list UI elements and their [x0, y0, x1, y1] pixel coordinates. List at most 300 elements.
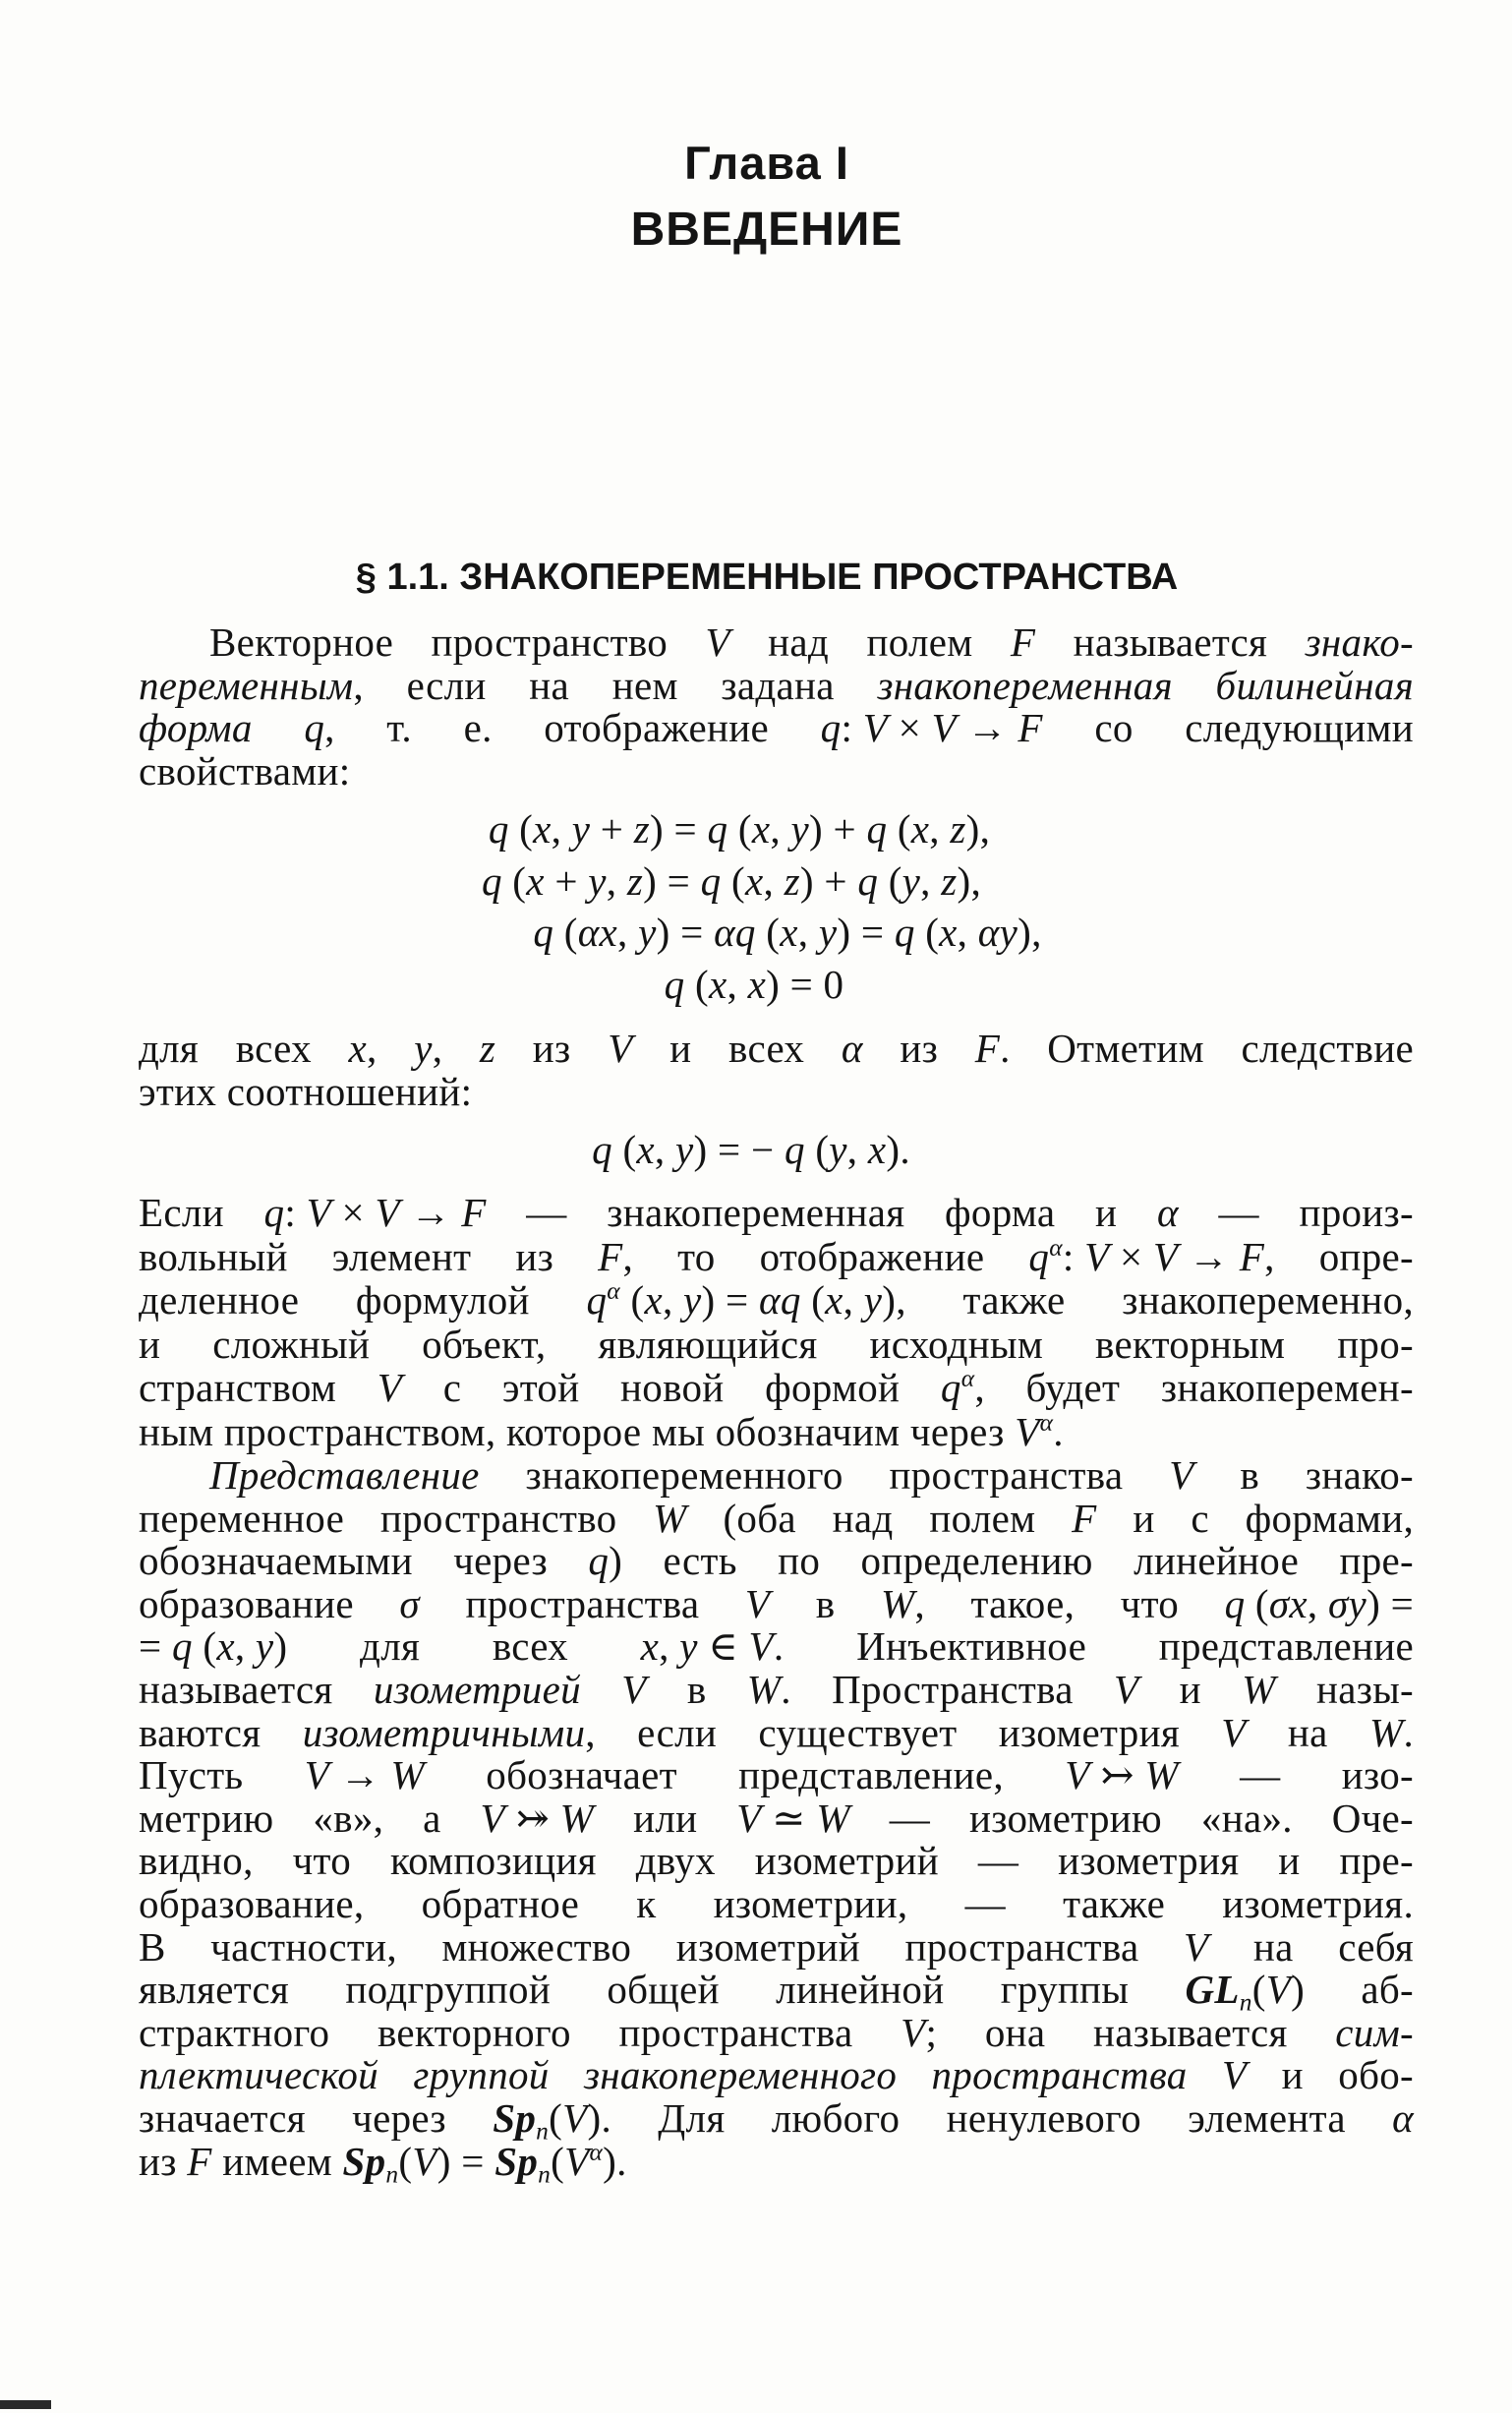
text-segment: ) =	[837, 910, 895, 956]
text-segment: ,	[957, 910, 978, 956]
italic-text: V	[901, 2009, 926, 2055]
italic-text: q	[481, 857, 502, 904]
italic-text: W	[1242, 1666, 1276, 1712]
italic-text: V	[1084, 1233, 1110, 1279]
math-group	[1065, 1754, 1179, 1797]
math-group	[1224, 1580, 1414, 1626]
text-segment: ,	[659, 1623, 680, 1670]
text-segment: называется	[1035, 619, 1306, 665]
italic-text: V	[412, 2138, 437, 2184]
text-segment: ,	[617, 910, 639, 956]
text-segment: ×	[1109, 1233, 1153, 1279]
text-segment: (	[508, 806, 534, 852]
text-segment: ваются	[139, 1709, 303, 1755]
text-segment: ,	[606, 857, 627, 904]
text-line	[139, 959, 1340, 1011]
text-segment: называется	[139, 1666, 374, 1712]
italic-text: Sp	[342, 2138, 386, 2184]
text-segment: из	[139, 2138, 188, 2184]
italic-text: x	[744, 857, 764, 904]
text-segment: , то отображение	[622, 1233, 1029, 1279]
text-segment: вольный элемент из	[139, 1233, 599, 1279]
text-segment: ) = 0	[766, 962, 844, 1008]
italic-text: F	[974, 1026, 1001, 1071]
italic-text: F	[1010, 619, 1036, 665]
text-line	[139, 803, 1340, 855]
text-segment: (	[804, 1127, 830, 1172]
text-segment: на	[1246, 1709, 1369, 1755]
italic-text: q	[533, 910, 554, 956]
text-segment: назы-	[1275, 1666, 1414, 1712]
italic-text: V	[862, 705, 889, 751]
superscript: α	[607, 1276, 620, 1305]
text-segment: +	[590, 806, 634, 852]
italic-text: сим-	[1335, 2009, 1414, 2055]
text-segment: +	[544, 857, 589, 904]
text-segment: пространства	[419, 1580, 745, 1626]
text-segment: ) =	[436, 2138, 495, 2184]
subscript: n	[536, 2117, 550, 2146]
italic-text: y	[683, 1277, 702, 1324]
text-line	[139, 1495, 1414, 1541]
text-segment: странством	[139, 1365, 378, 1411]
text-line	[139, 1070, 1414, 1113]
italic-text: αx	[577, 910, 618, 956]
text-segment: ) =	[701, 1277, 760, 1324]
italic-text: W	[880, 1580, 915, 1626]
text-segment: и сложный объект, являющийся исходным векторным про-	[139, 1321, 1414, 1367]
text-line	[139, 1235, 1414, 1279]
italic-text: V	[306, 1190, 331, 1235]
italic-text: V	[1221, 1709, 1247, 1755]
math-group	[586, 1278, 896, 1323]
text-line	[139, 2094, 1414, 2146]
text-line	[139, 747, 1414, 794]
italic-text: z	[626, 857, 644, 904]
italic-text: y	[829, 1127, 847, 1172]
text-segment: — изо-	[1178, 1752, 1414, 1798]
italic-text: z	[633, 806, 651, 852]
text-segment: )	[882, 1277, 897, 1324]
text-segment: обозначаемыми через	[139, 1538, 589, 1584]
text-segment: и всех	[632, 1026, 842, 1071]
text-segment: ,	[367, 1026, 415, 1071]
math-group	[641, 1625, 774, 1669]
italic-text: V	[304, 1752, 330, 1798]
italic-text: x	[825, 1277, 843, 1324]
italic-text: изометричными	[302, 1709, 586, 1755]
text-segment: этих соотношений:	[139, 1069, 473, 1114]
text-segment: обозначает представление,	[424, 1752, 1066, 1798]
text-segment: образование, обратное к изометрии, — также изометрия.	[139, 1880, 1414, 1926]
text-segment: ,	[432, 1026, 480, 1071]
italic-text: x	[751, 806, 771, 852]
italic-text: α	[1156, 1190, 1179, 1235]
text-segment: )	[587, 2094, 602, 2141]
text-segment: знакопеременного пространства	[479, 1452, 1170, 1498]
italic-text: знако-	[1305, 619, 1414, 665]
text-line	[139, 2054, 1414, 2097]
italic-text: q	[263, 1190, 285, 1235]
italic-text: V	[1015, 1408, 1040, 1454]
text-line	[139, 621, 1414, 665]
italic-text: αq	[759, 1277, 801, 1324]
text-segment: →	[1178, 1233, 1240, 1279]
text-segment: ,	[797, 910, 819, 956]
text-segment: на себя	[1208, 1923, 1415, 1970]
text-segment: ),	[965, 806, 991, 852]
text-segment: :	[284, 1190, 307, 1235]
italic-text: F	[1072, 1495, 1097, 1541]
text-line	[139, 2138, 1414, 2189]
text-line	[139, 1323, 1414, 1367]
superscript: α	[960, 1365, 975, 1393]
text-segment: свойствами:	[139, 747, 351, 794]
math-group	[821, 707, 1043, 750]
equations-form-properties	[139, 803, 1414, 1011]
text-segment: (	[755, 910, 781, 956]
italic-text: V	[1265, 1967, 1292, 2013]
italic-text: W	[1368, 1709, 1404, 1755]
paragraph-definition	[139, 621, 1414, 793]
italic-text: y	[675, 1127, 694, 1172]
italic-text: q	[784, 1127, 805, 1172]
text-segment: ) =	[650, 806, 708, 852]
text-segment: ) +	[808, 806, 867, 852]
text-segment: ,	[843, 1277, 864, 1324]
text-segment: (	[551, 2138, 565, 2184]
italic-text: W	[559, 1795, 595, 1841]
text-segment: ,	[763, 857, 785, 904]
chapter-label: Глава I	[684, 137, 849, 189]
text-segment: деленное формулой	[139, 1277, 587, 1324]
text-segment: ≃	[761, 1795, 817, 1841]
italic-text: переменным	[139, 662, 354, 708]
text-segment: — произ-	[1178, 1190, 1414, 1235]
italic-text: плектической группой знакопеременного пространства V	[139, 2052, 1248, 2098]
text-segment: (	[549, 2094, 563, 2141]
text-segment: , опре-	[1264, 1233, 1414, 1279]
italic-text: Sp	[493, 2094, 537, 2141]
text-segment: (	[553, 910, 578, 956]
text-segment: — знакопеременная форма и	[486, 1190, 1157, 1235]
italic-text: W	[1144, 1752, 1179, 1798]
italic-text: σ	[399, 1580, 420, 1626]
text-segment: (	[800, 1277, 826, 1324]
italic-text: форма q	[139, 705, 325, 751]
math-group	[342, 2138, 627, 2189]
text-line	[139, 1580, 1414, 1626]
italic-text: y	[901, 857, 921, 904]
italic-text: q	[592, 1127, 612, 1172]
text-segment: ,	[551, 806, 572, 852]
italic-text: x	[533, 806, 552, 852]
text-line	[139, 1191, 1414, 1235]
italic-text: x	[747, 962, 767, 1008]
text-segment: ,	[846, 1127, 868, 1172]
italic-text: W	[653, 1495, 687, 1541]
text-segment: , будет знакоперемен-	[974, 1365, 1414, 1411]
text-segment: . Отметим следствие	[1000, 1026, 1414, 1071]
italic-text: z	[784, 857, 800, 904]
math-group	[1028, 1235, 1264, 1279]
italic-text: α	[1392, 2094, 1414, 2141]
italic-text: x	[636, 1127, 655, 1172]
text-segment: ) = −	[693, 1127, 785, 1172]
italic-text: x	[939, 910, 958, 956]
text-segment: и	[1138, 1666, 1243, 1712]
italic-text: F	[187, 2138, 212, 2184]
italic-text: q	[866, 806, 888, 852]
text-segment: .	[1053, 1408, 1064, 1454]
text-line	[139, 1967, 1414, 2017]
text-line	[139, 1454, 1414, 1498]
text-segment: из	[495, 1026, 609, 1071]
italic-text: V	[1184, 1923, 1209, 1970]
text-segment: ) есть по определению линейное пре-	[609, 1538, 1414, 1584]
text-line	[139, 1709, 1415, 1755]
italic-text: V	[705, 619, 730, 665]
italic-text: V	[931, 705, 957, 751]
italic-text: V	[1114, 1666, 1139, 1712]
text-segment: →	[956, 705, 1018, 751]
italic-text: F	[598, 1233, 623, 1279]
text-segment: =	[139, 1623, 172, 1670]
italic-text: y	[679, 1623, 698, 1670]
text-segment: Векторное пространство	[209, 619, 706, 665]
text-segment: метрию «в», а	[139, 1795, 481, 1841]
italic-text: V	[1153, 1233, 1179, 1279]
text-segment: или	[594, 1795, 737, 1841]
italic-text: y	[255, 1623, 274, 1670]
text-segment: (	[1251, 1967, 1266, 2013]
text-line	[139, 1278, 1414, 1323]
math-group	[481, 1797, 595, 1841]
text-segment: является подгруппой общей линейной группы	[139, 1967, 1186, 2013]
text-segment: . Инъективное представление	[773, 1623, 1414, 1670]
italic-text: α	[841, 1026, 863, 1071]
italic-text: q	[1224, 1580, 1246, 1626]
math-group	[1185, 1967, 1306, 2017]
text-segment: ,	[770, 806, 791, 852]
text-segment: ∈	[697, 1623, 749, 1670]
text-segment: ; она называется	[925, 2009, 1336, 2055]
text-segment: образование	[139, 1580, 400, 1626]
math-group	[305, 1754, 425, 1797]
text-segment: (	[887, 806, 911, 852]
italic-text: знакопеременная билинейная	[877, 662, 1414, 708]
text-segment: (	[611, 1127, 637, 1172]
text-segment: , если на нем задана	[353, 662, 878, 708]
superscript: α	[1039, 1408, 1054, 1437]
text-segment: и обо-	[1247, 2052, 1414, 2098]
italic-text: W	[390, 1752, 425, 1798]
text-segment: ×	[888, 705, 932, 751]
text-segment: , т. е. отображение	[324, 705, 821, 751]
text-segment: ,	[654, 1127, 676, 1172]
italic-text: z	[479, 1026, 496, 1071]
math-group	[1015, 1410, 1053, 1454]
text-segment: :	[841, 705, 863, 751]
text-segment: ↣	[1089, 1752, 1145, 1798]
italic-text: x	[708, 962, 727, 1008]
italic-text: q	[588, 1538, 610, 1584]
text-segment: )	[1291, 1967, 1306, 2013]
italic-text: x	[644, 1277, 663, 1324]
text-line	[139, 707, 1414, 750]
text-segment: ) +	[799, 857, 858, 904]
text-line	[139, 907, 1340, 959]
text-segment: — изометрию «на». Оче-	[849, 1795, 1415, 1841]
italic-text: y	[863, 1277, 883, 1324]
text-line	[139, 1923, 1415, 1970]
math-group	[736, 1797, 850, 1841]
text-line	[139, 1128, 1364, 1171]
text-line	[139, 662, 1414, 708]
italic-text: F	[1018, 705, 1043, 751]
subscript: n	[385, 2160, 399, 2189]
text-segment: имеем	[211, 2138, 343, 2184]
italic-text: V	[562, 2094, 588, 2141]
text-segment: . Для любого ненулевого элемента	[601, 2094, 1393, 2141]
text-segment: :	[1062, 1233, 1085, 1279]
text-segment: ).	[886, 1127, 910, 1172]
text-segment: для всех	[287, 1623, 641, 1670]
italic-text: y	[588, 857, 607, 904]
text-segment: ⤖	[504, 1795, 560, 1841]
italic-text: αq	[714, 910, 756, 956]
text-segment: ).	[603, 2138, 627, 2184]
text-line	[139, 1754, 1414, 1797]
text-line	[139, 1840, 1414, 1883]
text-segment: страктного векторного пространства	[139, 2009, 901, 2055]
text-segment: для всех	[139, 1026, 349, 1071]
text-segment: .	[1403, 1709, 1415, 1755]
text-segment: , также знакопеременно,	[896, 1277, 1414, 1324]
text-line	[139, 855, 1340, 908]
text-segment: аб-	[1305, 1967, 1414, 2013]
scan-mark	[0, 2400, 51, 2409]
text-segment: со следующими	[1042, 705, 1414, 751]
italic-text: F	[461, 1190, 487, 1235]
superscript: α	[589, 2138, 604, 2166]
text-segment: (	[398, 2138, 413, 2184]
text-line	[139, 1410, 1414, 1454]
italic-text: W	[816, 1795, 850, 1841]
text-segment: ,	[929, 806, 951, 852]
italic-text: q	[700, 857, 722, 904]
italic-text: z	[950, 806, 966, 852]
italic-text: GL	[1185, 1967, 1240, 2013]
text-segment: ) =	[1367, 1580, 1414, 1626]
italic-text: q	[940, 1365, 961, 1411]
italic-text: αy	[977, 910, 1018, 956]
paragraph-scaled-form	[139, 1191, 1414, 1454]
text-segment: (	[878, 857, 902, 904]
text-segment: (	[1245, 1580, 1269, 1626]
italic-text: q	[894, 910, 915, 956]
italic-text: V	[744, 1580, 771, 1626]
italic-text: V	[608, 1026, 633, 1071]
text-segment: . Пространства	[781, 1666, 1115, 1712]
text-segment: ) =	[656, 910, 715, 956]
text-segment: видно, что композиция двух изометрий — изометрия и пре-	[139, 1838, 1414, 1884]
italic-text: V	[564, 2138, 590, 2184]
text-segment: ) =	[643, 857, 701, 904]
italic-text: q	[664, 962, 685, 1008]
text-segment: Если	[139, 1190, 264, 1235]
text-segment: (оба над полем	[686, 1495, 1073, 1541]
text-segment: (	[684, 962, 709, 1008]
italic-text: q	[857, 857, 879, 904]
italic-text: q	[1028, 1233, 1050, 1279]
italic-text: x	[780, 910, 798, 956]
paragraph-representation	[139, 1452, 1415, 2189]
italic-text: x	[910, 806, 930, 852]
text-segment: В частности, множество изометрий пространства	[139, 1923, 1185, 1970]
paragraph-consequence	[139, 1027, 1414, 1113]
italic-text: Sp	[494, 2138, 539, 2184]
text-line	[139, 1797, 1414, 1841]
text-segment: ным пространством, которое мы обозначим через	[139, 1408, 1016, 1454]
text-segment: над полем	[729, 619, 1011, 665]
text-segment: , такое, что	[914, 1580, 1225, 1626]
italic-text: σy	[1328, 1580, 1367, 1626]
superscript: α	[1049, 1233, 1063, 1262]
text-segment: (	[501, 857, 527, 904]
italic-text: V	[377, 1365, 403, 1411]
math-group	[941, 1366, 974, 1410]
text-segment: (	[619, 1277, 645, 1324]
italic-text: x	[867, 1127, 887, 1172]
italic-text: x	[640, 1623, 660, 1670]
text-segment: ×	[330, 1190, 376, 1235]
italic-text: q	[586, 1277, 608, 1324]
italic-text: Представление	[209, 1452, 480, 1498]
text-segment: ,	[920, 857, 942, 904]
italic-text: σx	[1268, 1580, 1308, 1626]
italic-text: W	[746, 1666, 782, 1712]
text-segment: , если существует изометрия	[585, 1709, 1222, 1755]
italic-text: изометрией V	[373, 1666, 647, 1712]
text-line	[139, 1366, 1414, 1410]
text-segment: ,	[1307, 1580, 1329, 1626]
italic-text: V	[480, 1795, 505, 1841]
text-segment: ),	[957, 857, 982, 904]
text-segment: ,	[234, 1623, 256, 1670]
italic-text: x	[216, 1623, 235, 1670]
text-segment: и с формами,	[1096, 1495, 1414, 1541]
text-segment: )	[273, 1623, 288, 1670]
italic-text: V	[748, 1623, 774, 1670]
italic-text: y	[638, 910, 657, 956]
subscript: n	[1239, 1988, 1252, 2017]
text-segment: (	[914, 910, 940, 956]
text-segment: ),	[1018, 910, 1042, 956]
text-segment: (	[192, 1623, 217, 1670]
chapter-title: ВВЕДЕНИЕ	[630, 204, 903, 256]
italic-text: y	[818, 910, 838, 956]
text-segment: в	[770, 1580, 881, 1626]
text-segment: значается через	[139, 2094, 494, 2141]
italic-text: q	[707, 806, 728, 852]
italic-text: q	[820, 705, 842, 751]
text-segment: переменное пространство	[139, 1495, 654, 1541]
text-line	[139, 2009, 1414, 2055]
text-segment: (	[727, 806, 752, 852]
math-group	[264, 1191, 487, 1235]
text-segment: →	[399, 1190, 462, 1235]
